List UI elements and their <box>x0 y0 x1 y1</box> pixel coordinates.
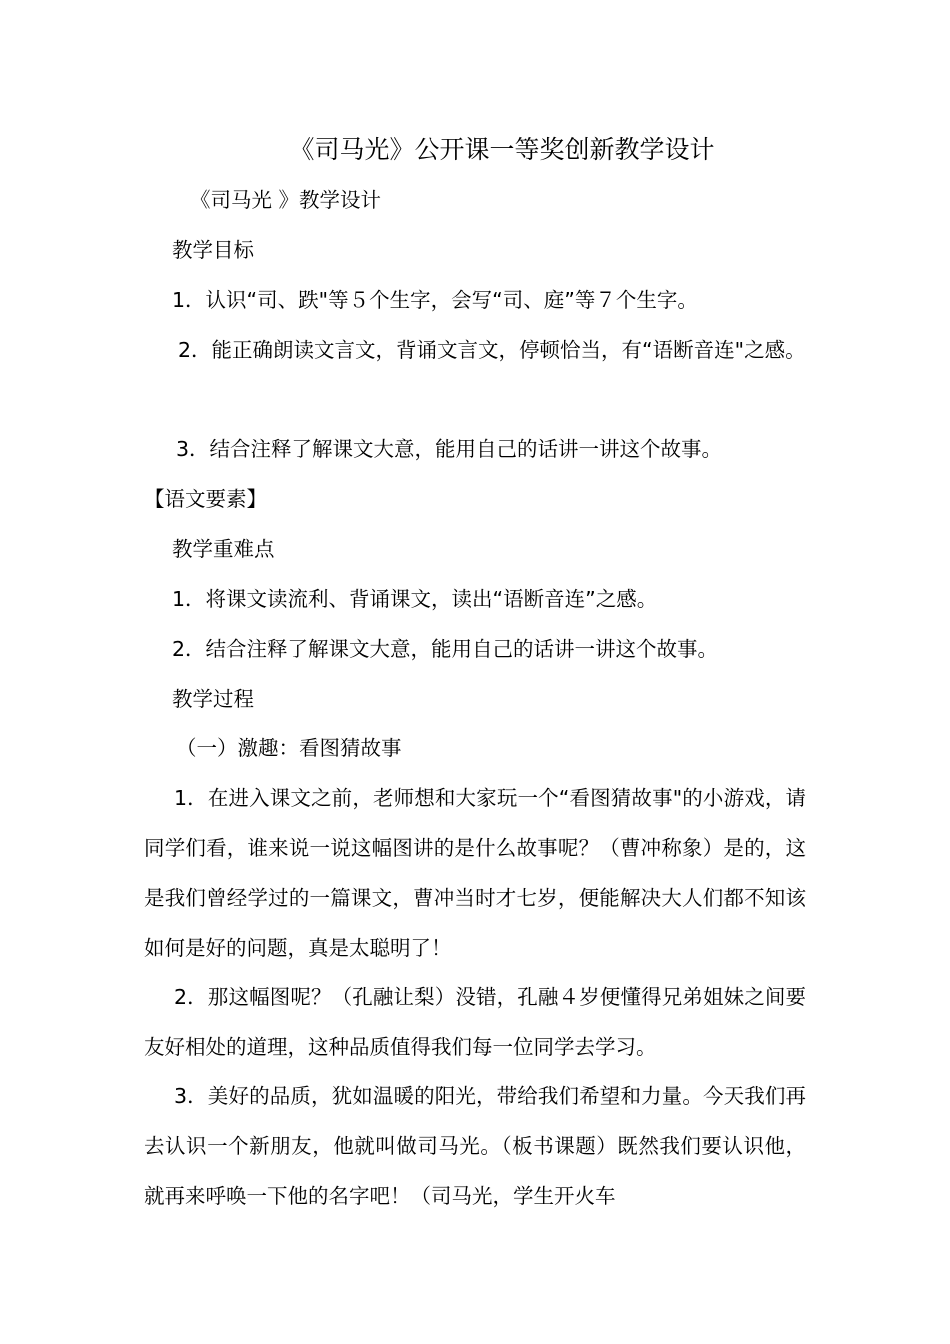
step-paragraph: 2．那这幅图呢？（孔融让梨）没错，孔融４岁便懂得兄弟姐妹之间要友好相处的道理，这种品质值得我们每一位同学去学习。 <box>144 985 806 1059</box>
objectives-heading: 教学目标 <box>172 238 254 262</box>
step-paragraph: 1．在进入课文之前，老师想和大家玩一个“看图猜故事"的小游戏，请同学们看，谁来说一说这幅图讲的是什么故事呢？（曹冲称象）是的，这是我们曾经学过的一篇课文，曹冲当时才七岁，便能解决大人们都不知该如何是好的问题，真是太聪明了！ <box>144 786 806 960</box>
objective-item: 1．认识“司、跌"等５个生字，会写“司、庭”等７个生字。 <box>172 288 698 312</box>
document-title: 《司马光》公开课一等奖创新教学设计 <box>289 135 715 164</box>
objective-item: 2．能正确朗读文言文，背诵文言文，停顿恰当，有“语断音连"之感。 <box>178 338 806 362</box>
lesson-subtitle: 《司马光 》教学设计 <box>190 188 382 212</box>
language-elements-heading: 【语文要素】 <box>144 487 267 511</box>
key-point-item: 1．将课文读流利、背诵课文，读出“语断音连”之感。 <box>172 587 658 611</box>
key-point-item: 2．结合注释了解课文大意，能用自己的话讲一讲这个故事。 <box>172 637 719 661</box>
step-paragraph: 3．美好的品质，犹如温暖的阳光，带给我们希望和力量。今天我们再去认识一个新朋友，他就叫做司马光。（板书课题）既然我们要认识他，就再来呼唤一下他的名字吧！（司马光，学生开火车 <box>144 1084 806 1208</box>
key-points-heading: 教学重难点 <box>172 537 275 561</box>
objective-item: 3．结合注释了解课文大意，能用自己的话讲一讲这个故事。 <box>176 437 723 461</box>
step-heading: （一）激趣：看图猜故事 <box>176 736 402 760</box>
process-heading: 教学过程 <box>172 687 254 711</box>
